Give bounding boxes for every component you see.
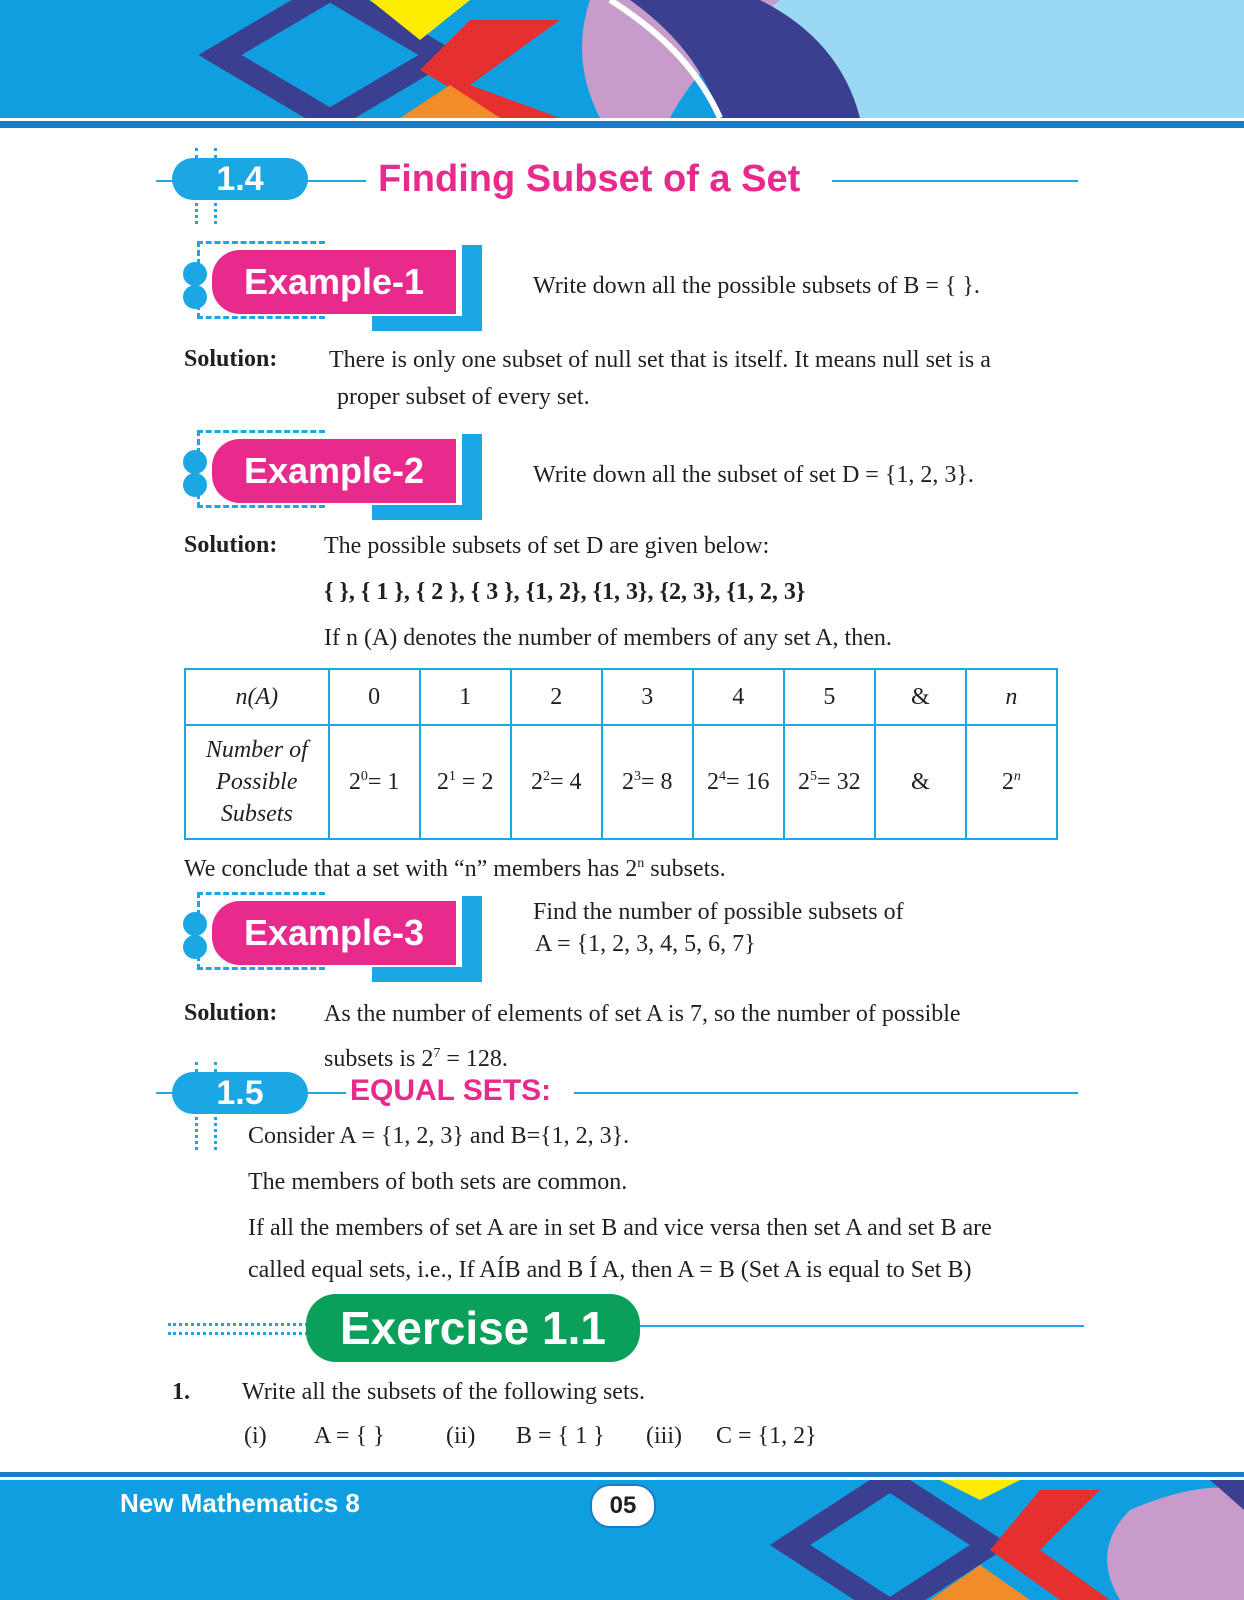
equal-sets-text: called equal sets, i.e., If AÍB and B Í A, then A = B (Set A is equal to Set B): [248, 1257, 972, 1283]
example-3-solution-line: subsets is $2^7 = 128$.: [324, 1046, 508, 1072]
section-line-right: [832, 180, 1078, 182]
example-shadow: [372, 505, 482, 520]
table-header-line: Subsets: [220, 801, 293, 827]
table-cell: $2^1 = 2$: [420, 725, 511, 839]
subsets-table: [184, 668, 1058, 840]
exercise-line: [640, 1325, 1084, 1327]
solution-label: Solution:: [184, 532, 278, 558]
example-dot: [183, 450, 207, 474]
table-cell: &: [875, 725, 966, 839]
section-title-1-5: EQUAL SETS:: [350, 1074, 552, 1107]
example-dot: [183, 473, 207, 497]
solution-label: Solution:: [184, 346, 278, 372]
table-cell: 2: [511, 669, 602, 725]
table-cell: $2^4= 16$: [693, 725, 784, 839]
section-number-1-4: 1.4: [172, 158, 308, 200]
question-part-label: (iii): [646, 1423, 682, 1449]
section-number-1-5: 1.5: [172, 1072, 308, 1114]
table-header-line: Possible: [216, 769, 298, 795]
question-part-set: A = { }: [314, 1423, 385, 1449]
example-2-solution-line: If n (A) denotes the number of members of any set A, then.: [324, 625, 892, 651]
example-dot: [183, 935, 207, 959]
example-dot: [183, 912, 207, 936]
example-shadow: [372, 316, 482, 331]
table-row: [185, 725, 1057, 839]
table-cell: &: [875, 669, 966, 725]
banner-decoration: [0, 0, 1244, 118]
example-1-solution-line: There is only one subset of null set that is itself. It means null set is a: [329, 347, 991, 373]
table-cell: n: [966, 669, 1057, 725]
question-part-label: (i): [244, 1423, 267, 1449]
example-2-question: Write down all the subset of set D = {1, 2, 3}.: [533, 462, 974, 488]
table-cell: $2^2= 4$: [511, 725, 602, 839]
question-part-label: (ii): [446, 1423, 476, 1449]
example-3-question: A = {1, 2, 3, 4, 5, 6, 7}: [535, 931, 756, 957]
table-cell: 0: [329, 669, 420, 725]
example-1-solution-line: proper subset of every set.: [337, 384, 590, 410]
table-cell: $2^0= 1$: [329, 725, 420, 839]
question-part-set: C = {1, 2}: [716, 1423, 817, 1449]
equal-sets-text: If all the members of set A are in set B and vice versa then set A and set B are: [248, 1215, 992, 1241]
table-cell: 4: [693, 669, 784, 725]
footer-rule: [0, 1472, 1244, 1480]
table-header-cell: [185, 725, 329, 839]
example-2-solution-line: The possible subsets of set D are given below:: [324, 533, 770, 559]
table-cell: 5: [784, 669, 875, 725]
equal-sets-text: Consider A = {1, 2, 3} and B={1, 2, 3}.: [248, 1123, 630, 1149]
section-line-right: [574, 1092, 1078, 1094]
example-shadow: [372, 967, 482, 982]
table-cell: 2$^n$: [966, 725, 1057, 839]
example-3-solution-line: As the number of elements of set A is 7, so the number of possible: [324, 1001, 961, 1027]
example-dot: [183, 285, 207, 309]
conclusion-text: We conclude that a set with “n” members has 2$^n$ subsets.: [184, 856, 726, 882]
example-2-subsets: { }, { 1 }, { 2 }, { 3 }, {1, 2}, {1, 3}, {2, 3}, {1, 2, 3}: [324, 579, 806, 605]
example-2-label: Example-2: [212, 439, 456, 503]
example-3-question: Find the number of possible subsets of: [533, 899, 904, 925]
exercise-dotted-line: [168, 1323, 308, 1335]
top-banner: [0, 0, 1244, 118]
section-title-1-4: Finding Subset of a Set: [378, 158, 801, 200]
table-cell: 3: [602, 669, 693, 725]
table-row: [185, 669, 1057, 725]
equal-sets-text: The members of both sets are common.: [248, 1169, 628, 1195]
exercise-title: Exercise 1.1: [306, 1294, 640, 1362]
table-header-cell: n(A): [185, 669, 329, 725]
top-rule: [0, 118, 1244, 128]
footer-book-title: New Mathematics 8: [120, 1488, 360, 1518]
table-cell: $2^5= 32$: [784, 725, 875, 839]
solution-label: Solution:: [184, 1000, 278, 1026]
question-number: 1.: [172, 1379, 190, 1405]
table-cell: $2^3= 8$: [602, 725, 693, 839]
question-part-set: B = { 1 }: [516, 1423, 605, 1449]
example-dot: [183, 262, 207, 286]
example-3-label: Example-3: [212, 901, 456, 965]
page-number: 05: [590, 1484, 656, 1528]
table-cell: 1: [420, 669, 511, 725]
example-1-label: Example-1: [212, 250, 456, 314]
example-1-question: Write down all the possible subsets of B = { }.: [533, 273, 980, 299]
table-header-line: Number of: [205, 737, 308, 763]
question-text: Write all the subsets of the following sets.: [242, 1379, 645, 1405]
